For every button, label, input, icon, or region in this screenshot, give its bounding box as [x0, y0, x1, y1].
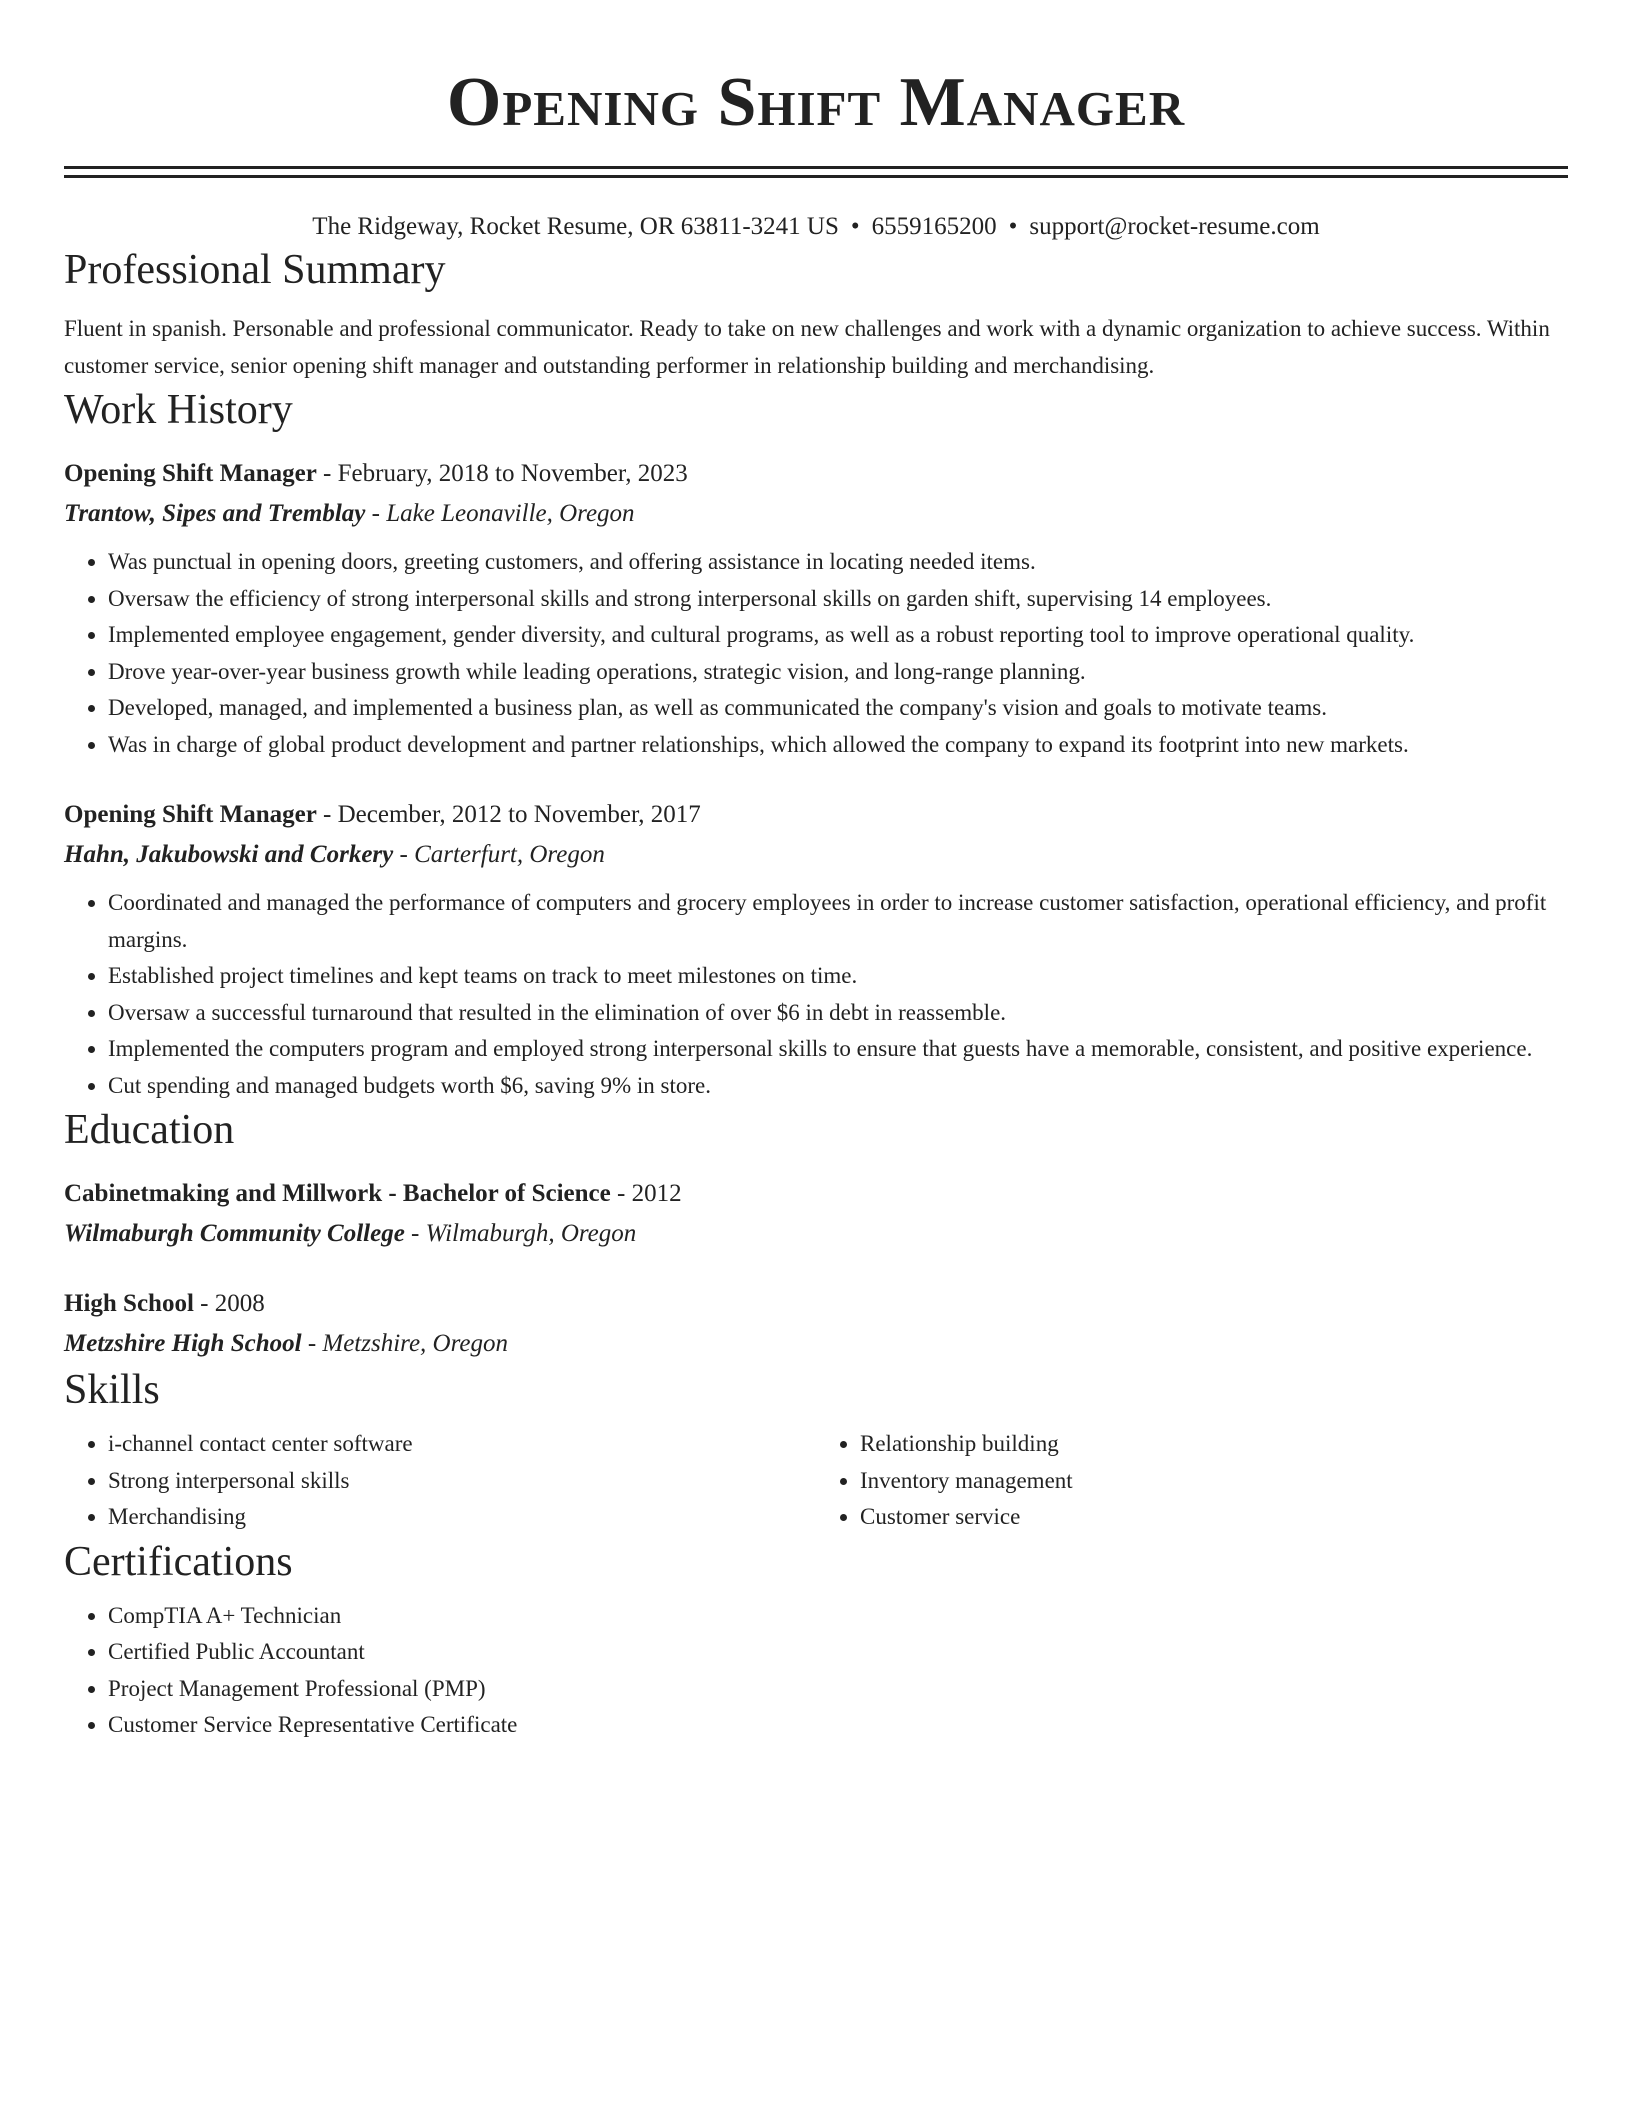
- job-role-line: [64, 795, 1568, 835]
- education-entry: [64, 1174, 1568, 1254]
- job-bullet: • Drove year-over-year business growth while leading operations, strategic vision, and long-range planning.: [108, 654, 1568, 691]
- contact-separator: •: [1008, 213, 1018, 240]
- job-company: Hahn, Jakubowski and Corkery: [64, 841, 394, 868]
- skills-column-right: [816, 1426, 1568, 1536]
- job-company: Trantow, Sipes and Tremblay: [64, 500, 366, 527]
- education-degree-line: [64, 1174, 1568, 1214]
- certifications-heading: Certifications: [64, 1538, 293, 1585]
- education-year: - 2008: [193, 1290, 265, 1317]
- education-heading: Education: [64, 1107, 235, 1153]
- job-bullet: • Was in charge of global product development and partner relationships, which allowed the company to expand its footprint into new markets.: [108, 727, 1568, 764]
- skill-item: • Merchandising: [108, 1499, 816, 1536]
- job-bullet: • Implemented the computers program and employed strong interpersonal skills to ensure that guests have a memorable, consistent, and positive experience.: [108, 1031, 1568, 1068]
- education-location: - Wilmaburgh, Oregon: [404, 1220, 637, 1247]
- skill-item: • Inventory management: [860, 1463, 1568, 1500]
- skill-item: • Customer service: [860, 1499, 1568, 1536]
- job-dates: - December, 2012 to November, 2017: [316, 801, 701, 828]
- job-bullets: [64, 544, 1568, 763]
- education-school: Metzshire High School: [64, 1330, 302, 1357]
- job-bullet: • Implemented employee engagement, gender diversity, and cultural programs, as well as a robust reporting tool to improve operational quality.: [108, 617, 1568, 654]
- education-school: Wilmaburgh Community College: [64, 1220, 405, 1247]
- education-degree: Cabinetmaking and Millwork - Bachelor of Science: [64, 1180, 611, 1207]
- job-bullet: • Was punctual in opening doors, greeting customers, and offering assistance in locating needed items.: [108, 544, 1568, 581]
- education-location: - Metzshire, Oregon: [301, 1330, 509, 1357]
- skills-column-left: [64, 1426, 816, 1536]
- education-degree: High School: [64, 1290, 194, 1317]
- job-title: Opening Shift Manager: [64, 460, 317, 487]
- education-degree-line: [64, 1284, 1568, 1324]
- resume-name: Opening Shift Manager: [446, 64, 1186, 141]
- job-bullets: [64, 885, 1568, 1104]
- job-location: - Carterfurt, Oregon: [393, 841, 605, 868]
- job-company-line: [64, 835, 1568, 875]
- education-year: - 2012: [610, 1180, 682, 1207]
- contact-phone: 6559165200: [871, 213, 997, 240]
- education-school-line: [64, 1324, 1568, 1364]
- job-bullet: • Cut spending and managed budgets worth $6, saving 9% in store.: [108, 1068, 1568, 1105]
- skills-heading: Skills: [64, 1367, 160, 1413]
- job-bullet: • Coordinated and managed the performance of computers and grocery employees in order to increase customer satisfaction, operational efficiency, and profit margins.: [108, 885, 1568, 958]
- certifications-list: [64, 1598, 1568, 1744]
- job-entry: [64, 454, 1568, 763]
- certification-item: • Customer Service Representative Certificate: [108, 1707, 1568, 1744]
- work-history-heading: Work History: [64, 387, 293, 433]
- job-title: Opening Shift Manager: [64, 801, 317, 828]
- job-location: - Lake Leonaville, Oregon: [365, 500, 635, 527]
- job-entry: [64, 795, 1568, 1104]
- summary-heading: Professional Summary: [64, 247, 446, 293]
- certification-item: • Project Management Professional (PMP): [108, 1671, 1568, 1708]
- skill-item: • Strong interpersonal skills: [108, 1463, 816, 1500]
- education-entry: [64, 1284, 1568, 1364]
- contact-line: [64, 210, 1568, 244]
- header-double-rule: [64, 166, 1568, 178]
- job-dates: - February, 2018 to November, 2023: [316, 460, 688, 487]
- job-bullet: • Oversaw the efficiency of strong interpersonal skills and strong interpersonal skills on garden shift, supervising 14 employees.: [108, 581, 1568, 618]
- contact-separator: •: [850, 213, 860, 240]
- job-company-line: [64, 494, 1568, 534]
- job-bullet: • Established project timelines and kept teams on track to meet milestones on time.: [108, 958, 1568, 995]
- skills-grid: [64, 1426, 1568, 1536]
- certification-item: • CompTIA A+ Technician: [108, 1598, 1568, 1635]
- contact-address: The Ridgeway, Rocket Resume, OR 63811-3241 US: [312, 213, 839, 240]
- certification-item: • Certified Public Accountant: [108, 1634, 1568, 1671]
- job-bullet: • Oversaw a successful turnaround that resulted in the elimination of over $6 in debt in reassemble.: [108, 995, 1568, 1032]
- skill-item: • i-channel contact center software: [108, 1426, 816, 1463]
- summary-text: Fluent in spanish. Personable and professional communicator. Ready to take on new challenges and work with a dynamic organization to achieve success. Within customer service, senior opening shift manager and outstanding performer in relationship building and merchandising.: [64, 316, 1550, 378]
- education-school-line: [64, 1214, 1568, 1254]
- skill-item: • Relationship building: [860, 1426, 1568, 1463]
- contact-email: support@rocket-resume.com: [1029, 213, 1320, 240]
- job-role-line: [64, 454, 1568, 494]
- job-bullet: • Developed, managed, and implemented a business plan, as well as communicated the company's vision and goals to motivate teams.: [108, 690, 1568, 727]
